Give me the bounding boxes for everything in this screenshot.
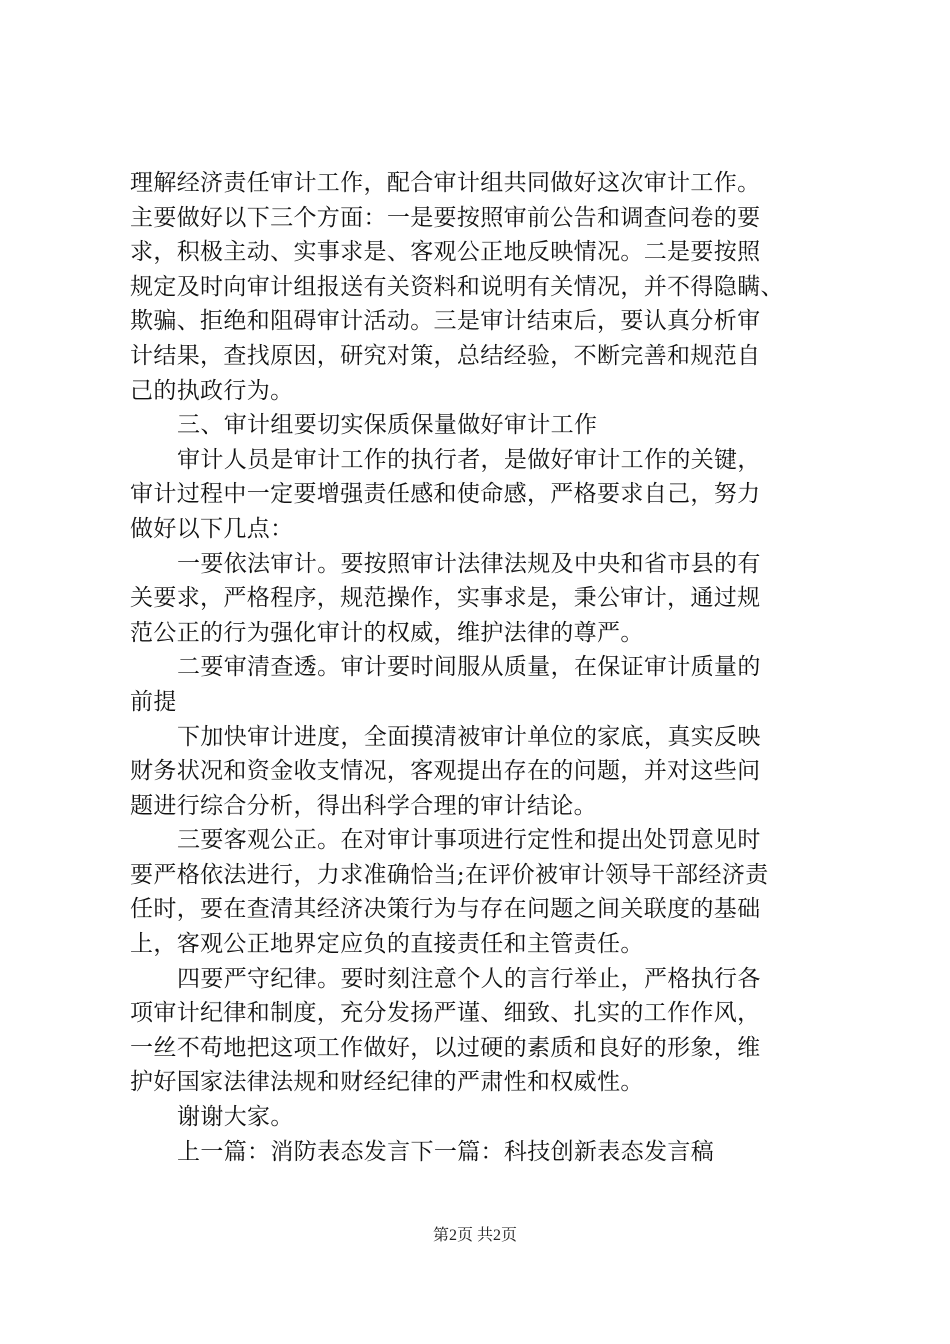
text-line: 己的执政行为。	[130, 377, 294, 404]
document-body	[130, 166, 830, 1169]
text-line: 要严格依法进行，力求准确恰当;在评价被审计领导干部经济责	[130, 861, 769, 888]
text-line: 理解经济责任审计工作，配合审计组共同做好这次审计工作。	[130, 170, 761, 196]
text-line: 做好以下几点：	[130, 515, 294, 542]
text-line: 任时，要在查清其经济决策行为与存在问题之间关联度的基础	[130, 896, 761, 923]
text-line: 计结果，查找原因，研究对策，总结经验，不断完善和规范自	[130, 342, 761, 369]
text-line: 前提	[130, 688, 177, 715]
text-line: 上一篇：消防表态发言下一篇：科技创新表态发言稿	[177, 1138, 715, 1165]
text-line: 主要做好以下三个方面：一是要按照审前公告和调查问卷的要	[130, 204, 761, 231]
text-line: 规定及时向审计组报送有关资料和说明有关情况，并不得隐瞒、	[130, 273, 784, 300]
text-line: 护好国家法律法规和财经纪律的严肃性和权威性。	[130, 1069, 644, 1096]
text-line: 四要严守纪律。要时刻注意个人的言行举止，严格执行各	[177, 965, 761, 992]
text-line: 下加快审计进度，全面摸清被审计单位的家底，真实反映	[177, 723, 761, 750]
text-line: 谢谢大家。	[177, 1104, 294, 1131]
text-line: 求，积极主动、实事求是、客观公正地反映情况。二是要按照	[130, 239, 761, 266]
text-line: 题进行综合分析，得出科学合理的审计结论。	[130, 792, 597, 819]
text-line: 一要依法审计。要按照审计法律法规及中央和省市县的有	[177, 550, 761, 577]
text-line: 财务状况和资金收支情况，客观提出存在的问题，并对这些问	[130, 758, 761, 785]
text-line: 欺骗、拒绝和阻碍审计活动。三是审计结束后，要认真分析审	[130, 308, 761, 335]
text-line: 项审计纪律和制度，充分发扬严谨、细致、扎实的工作作风，	[130, 1000, 761, 1027]
text-line: 三要客观公正。在对审计事项进行定性和提出处罚意见时	[177, 827, 761, 854]
page-footer: 第2页 共2页	[432, 1227, 517, 1244]
text-line: 二要审清查透。审计要时间服从质量，在保证审计质量的	[177, 654, 761, 681]
text-line: 一丝不苟地把这项工作做好，以过硬的素质和良好的形象，维	[130, 1034, 761, 1061]
text-line: 审计过程中一定要增强责任感和使命感，严格要求自己，努力	[130, 481, 761, 508]
text-line: 三、审计组要切实保质保量做好审计工作	[177, 412, 598, 439]
text-line: 范公正的行为强化审计的权威，维护法律的尊严。	[130, 619, 644, 646]
text-line: 上，客观公正地界定应负的直接责任和主管责任。	[130, 931, 644, 958]
text-line: 审计人员是审计工作的执行者，是做好审计工作的关键，	[177, 446, 761, 473]
text-line: 关要求，严格程序，规范操作，实事求是，秉公审计，通过规	[130, 585, 761, 612]
